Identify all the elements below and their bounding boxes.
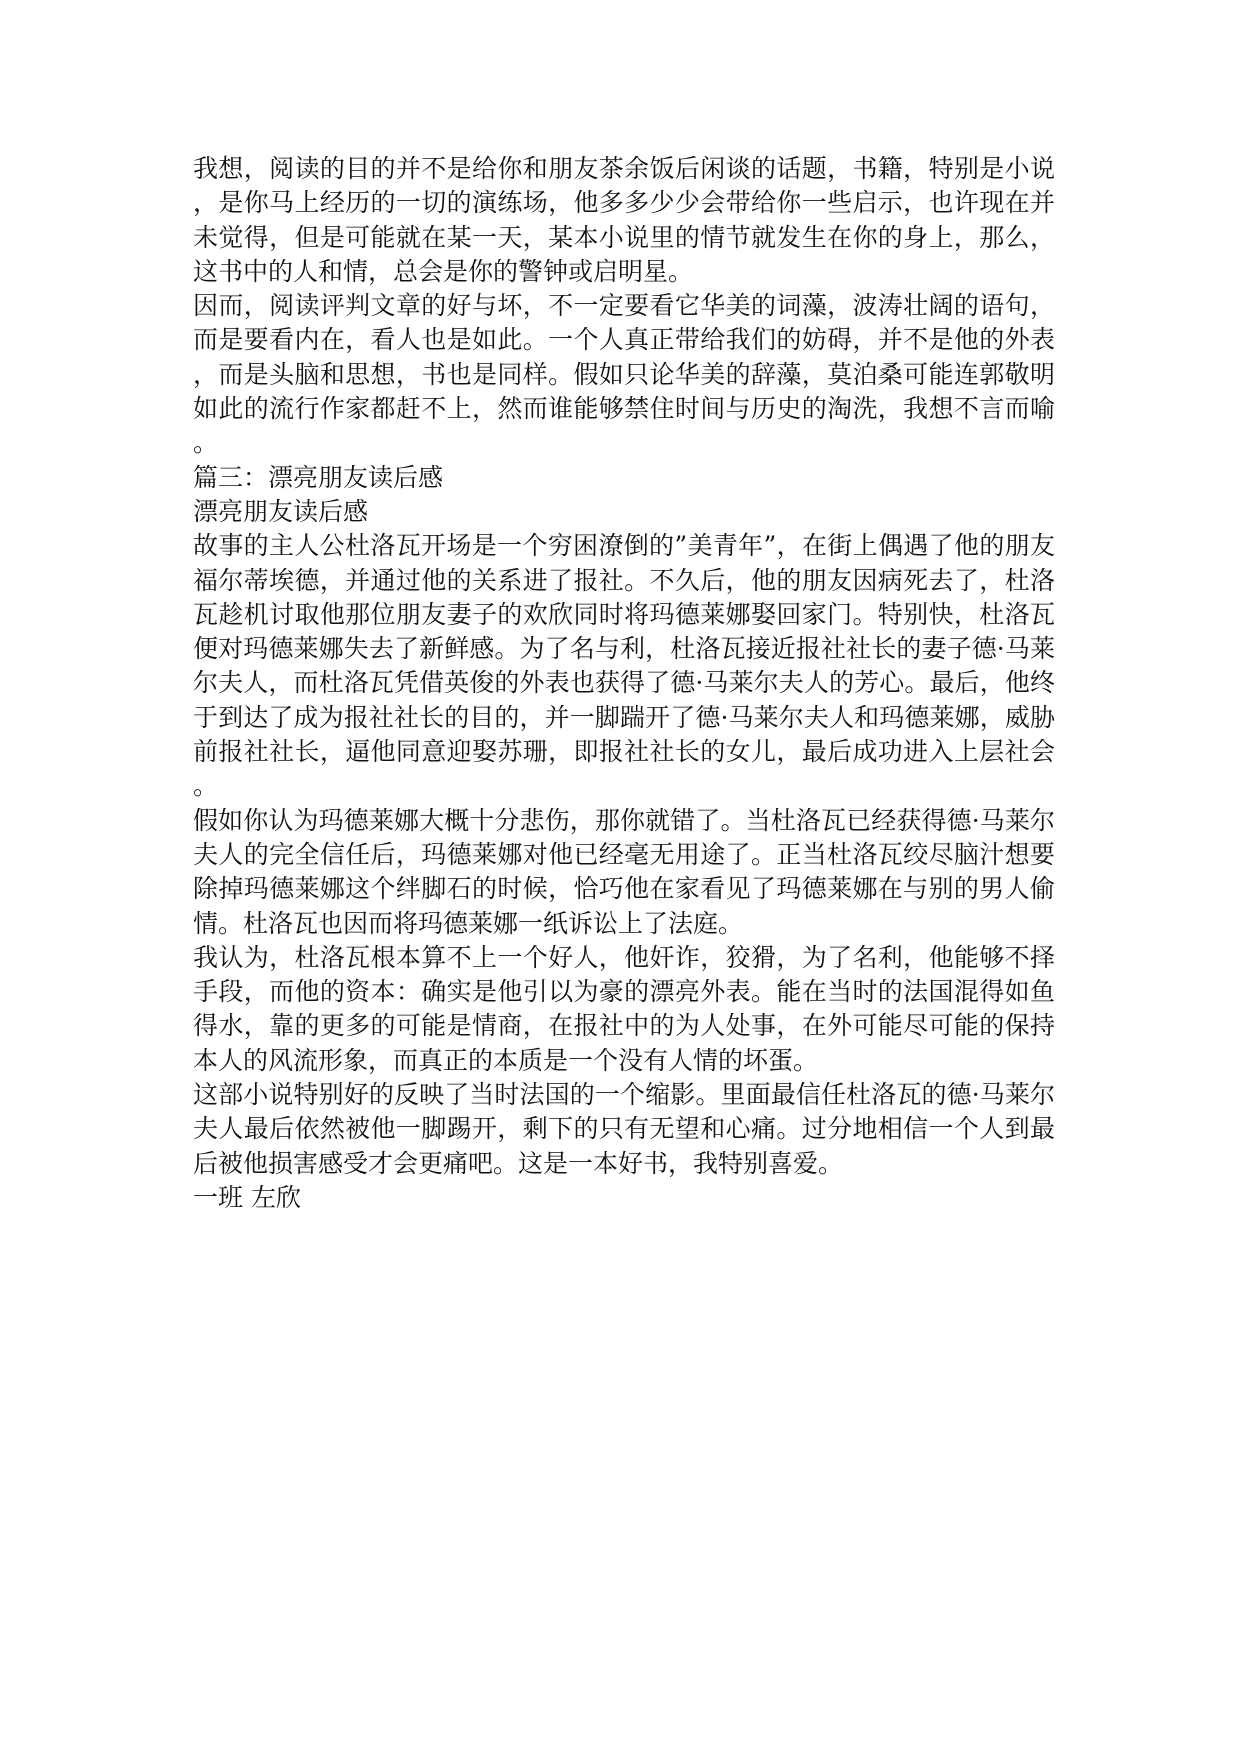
text-line: 除掉玛德莱娜这个绊脚石的时候，恰巧他在家看见了玛德莱娜在与别的男人偷 [193, 874, 1055, 904]
text-line: 前报社社长，逼他同意迎娶苏珊，即报社社长的女儿，最后成功进入上层社会 [193, 737, 1055, 767]
text-line: ，而是头脑和思想，书也是同样。假如只论华美的辞藻，莫泊桑可能连郭敬明 [193, 359, 1055, 389]
text-line: 。 [193, 771, 219, 801]
text-line: 情。杜洛瓦也因而将玛德莱娜一纸诉讼上了法庭。 [193, 908, 744, 938]
text-line: 瓦趁机讨取他那位朋友妻子的欢欣同时将玛德莱娜娶回家门。特别快，杜洛瓦 [193, 599, 1055, 629]
text-line: 未觉得，但是可能就在某一天，某本小说里的情节就发生在你的身上，那么， [193, 222, 1055, 252]
text-line: 手段，而他的资本：确实是他引以为豪的漂亮外表。能在当时的法国混得如鱼 [193, 977, 1055, 1007]
text-line: 夫人最后依然被他一脚踢开，剩下的只有无望和心痛。过分地相信一个人到最 [193, 1114, 1055, 1144]
text-line: 尔夫人，而杜洛瓦凭借英俊的外表也获得了德·马莱尔夫人的芳心。最后，他终 [193, 668, 1055, 698]
text-line: 我想，阅读的目的并不是给你和朋友茶余饭后闲谈的话题，书籍，特别是小说 [193, 154, 1055, 183]
text-line: 如此的流行作家都赶不上，然而谁能够禁住时间与历史的淘洗，我想不言而喻 [193, 394, 1055, 424]
text-line: 故事的主人公杜洛瓦开场是一个穷困潦倒的”美青年”，在街上偶遇了他的朋友 [193, 531, 1055, 561]
text-line: 我认为，杜洛瓦根本算不上一个好人，他奸诈，狡猾，为了名利，他能够不择 [193, 942, 1055, 972]
text-line: ，是你马上经历的一切的演练场，他多多少少会带给你一些启示，也许现在并 [193, 188, 1055, 218]
text-line: 本人的风流形象，而真正的本质是一个没有人情的坏蛋。 [193, 1045, 819, 1075]
text-line: 便对玛德莱娜失去了新鲜感。为了名与利，杜洛瓦接近报社社长的妻子德·马莱 [193, 634, 1055, 664]
text-line: 后被他损害感受才会更痛吧。这是一本好书，我特别喜爱。 [193, 1148, 844, 1178]
text-line: 而是要看内在，看人也是如此。一个人真正带给我们的妨碍，并不是他的外表 [193, 325, 1055, 355]
text-line: 得水，靠的更多的可能是情商，在报社中的为人处事，在外可能尽可能的保持 [193, 1011, 1055, 1041]
text-line: 。 [193, 428, 219, 458]
author-signature: 一班 左欣 [193, 1182, 301, 1212]
article-title: 漂亮朋友读后感 [193, 496, 369, 526]
document-body [193, 152, 1055, 1215]
text-line: 于到达了成为报社社长的目的，并一脚踹开了德·马莱尔夫人和玛德莱娜，威胁 [193, 702, 1055, 732]
text-line: 假如你认为玛德莱娜大概十分悲伤，那你就错了。当杜洛瓦已经获得德·马莱尔 [193, 805, 1055, 835]
text-line: 夫人的完全信任后，玛德莱娜对他已经毫无用途了。正当杜洛瓦绞尽脑汁想要 [193, 839, 1055, 869]
text-line: 这部小说特别好的反映了当时法国的一个缩影。里面最信任杜洛瓦的德·马莱尔 [193, 1080, 1055, 1110]
text-line: 福尔蒂埃德，并通过他的关系进了报社。不久后，他的朋友因病死去了，杜洛 [193, 565, 1055, 595]
text-line: 这书中的人和情，总会是你的警钟或启明星。 [193, 256, 694, 286]
text-line: 因而，阅读评判文章的好与坏，不一定要看它华美的词藻，波涛壮阔的语句， [193, 291, 1055, 321]
section-heading: 篇三：漂亮朋友读后感 [193, 462, 444, 492]
